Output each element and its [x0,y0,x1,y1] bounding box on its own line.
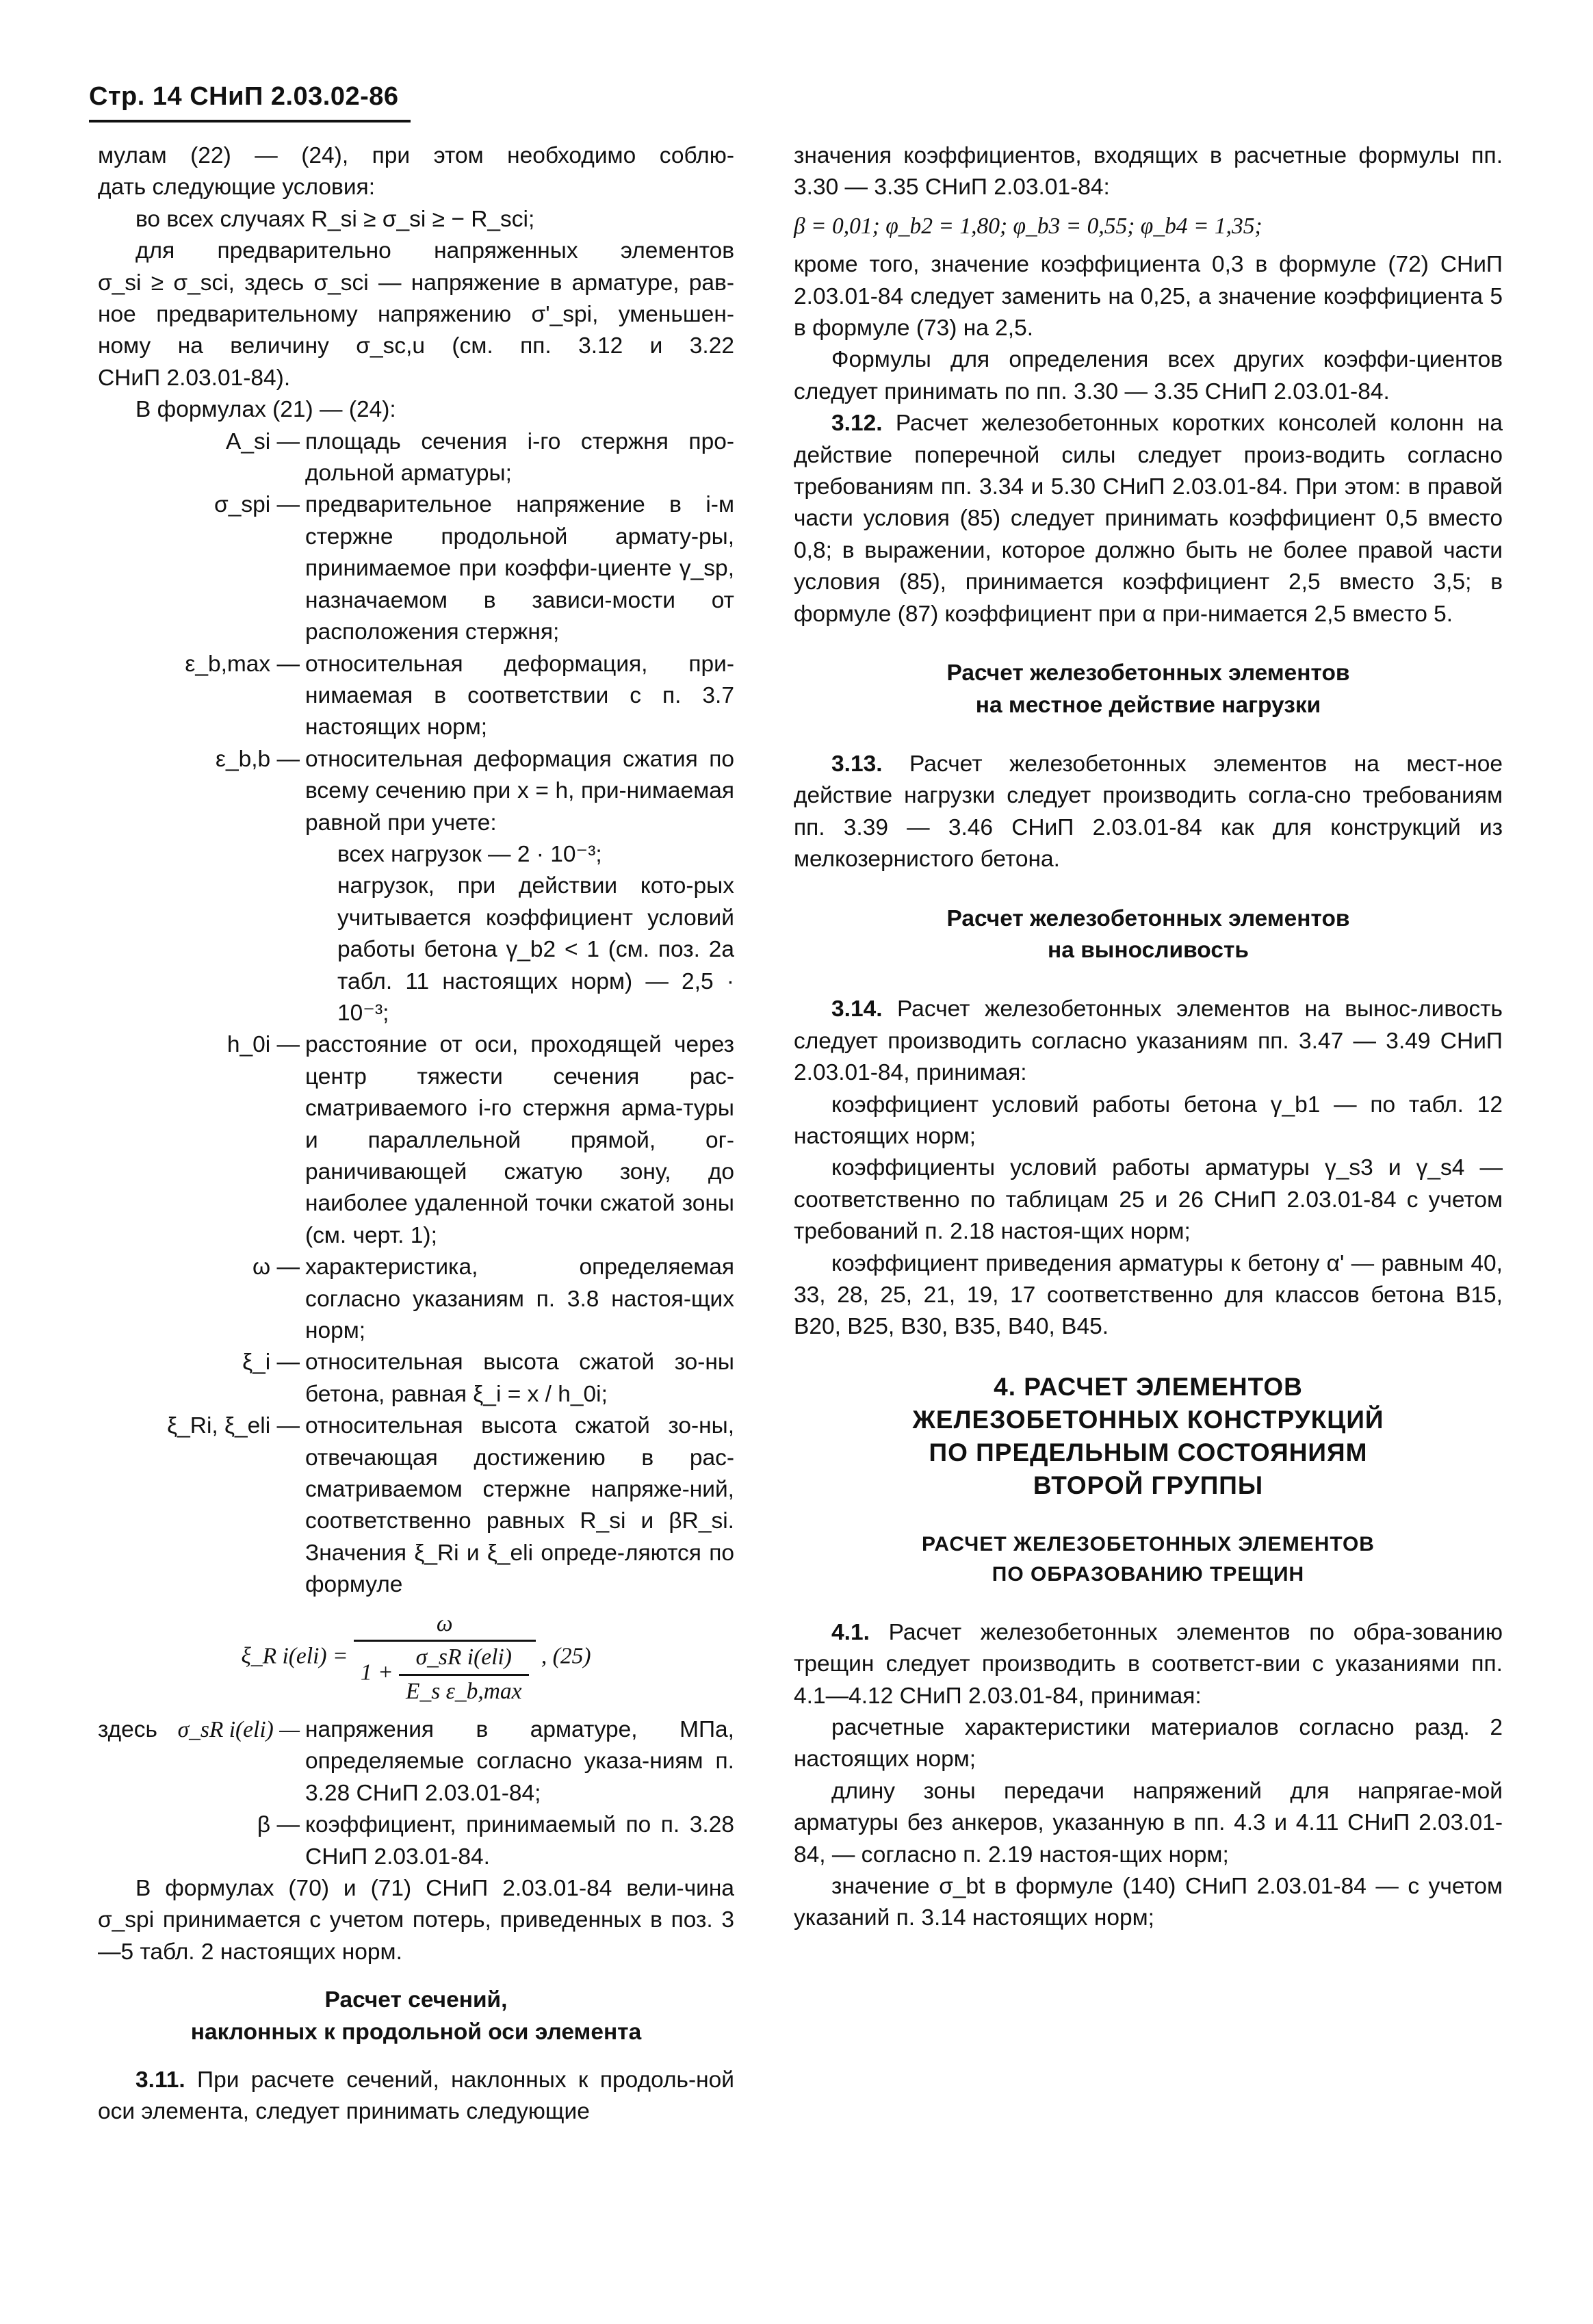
chapter-title: 4. РАСЧЕТ ЭЛЕМЕНТОВ [994,1372,1303,1401]
left-line: мулам (22) — (24), при этом необходимо соблю- [98,143,734,168]
definition-symbol: ξ_i — [242,1350,300,1376]
definition-text: относительная высота сжатой зо-ны бетона, равная ξ_i = x / h_0i; [305,1350,734,1407]
definition-text: относительная деформация сжатия по всему сечению при x = h, при-нимаемая равной при учете: [305,746,734,836]
clause-text: Расчет железобетонных элементов по обра-зованию трещин следует производить в соответст-вии с указаниями пп. 4.1—4.12 СНиП 2.03.01-84, принимая: [794,1619,1503,1709]
where-text: коэффициент, принимаемый по п. 3.28 СНиП 2.03.01-84. [305,1812,734,1870]
left-line: ному на величину σ_sc,u (см. пп. 3.12 и 3.22 [98,333,734,359]
definition-text: характеристика, определяемая согласно указаниям п. 3.8 настоя-щих норм; [305,1254,734,1344]
section-heading: на местное действие нагрузки [975,692,1321,718]
definition-symbol: σ_spi — [214,492,300,518]
definition-text: относительная высота сжатой зо-ны, отвечающая достижению в рас-сматриваемом стержне напряже-ний, соответственно равных R_si и βR_si. Значения ξ_Ri и ξ_eli опреде-ляются по формуле [305,1413,734,1598]
formula-inner-denominator: E_s ε_b,max [406,1678,522,1704]
left-column [98,140,734,2128]
paragraph-4-1 [794,1617,1503,1712]
left-line: во всех случаях R_si ≥ σ_si ≥ − R_sci; [135,206,535,232]
paragraph: В формулах (70) и (71) СНиП 2.03.01-84 вели-чина σ_spi принимается с учетом потерь, приведенных в поз. 3—5 табл. 2 настоящих норм. [98,1875,734,1965]
definition-item [98,1410,734,1601]
formula-den-prefix: 1 + [360,1660,393,1686]
left-line: для предварительно напряженных элементов [135,238,734,264]
where-text: напряжения в арматуре, МПа, определяемые согласно указа-ниям п. 3.28 СНиП 2.03.01-84; [305,1716,734,1806]
definition-symbol: h_0i — [226,1032,300,1058]
formula-fraction [354,1608,536,1707]
paragraph: коэффициент приведения арматуры к бетону α' — равным 40, 33, 28, 25, 21, 19, 17 соответственно для классов бетона В15, В20, В25, В30, В35, В40, В45. [794,1250,1503,1340]
clause-text: При расчете сечений, наклонных к продоль-ной оси элемента, следует принимать следующие [98,2067,734,2125]
definition-symbol: ξ_Ri, ξ_eli — [167,1413,300,1439]
definition-item [98,649,734,744]
paragraph-3-13 [794,749,1503,876]
where-item [98,1809,734,1873]
definition-symbol: A_si — [226,428,300,454]
sub-definition: нагрузок, при действии кото-рых учитывается коэффициент условий работы бетона γ_b2 < 1 (см. поз. 2а табл. 11 настоящих норм) — 2,5 · 10⁻³; [337,873,734,1026]
section-heading: РАСЧЕТ ЖЕЛЕЗОБЕТОННЫХ ЭЛЕМЕНТОВ [922,1532,1375,1555]
formula-lhs: ξ_R i(eli) = [241,1642,348,1668]
definition-item [98,1252,734,1347]
section-heading: наклонных к продольной оси элемента [190,2019,642,2045]
section-heading: Расчет железобетонных элементов [946,905,1350,931]
definition-text: относительная деформация, при-нимаемая в соответствии с п. 3.7 настоящих норм; [305,651,734,740]
clause-number: 3.11. [135,2067,185,2093]
paragraph: значения коэффициентов, входящих в расчетные формулы пп. 3.30 — 3.35 СНиП 2.03.01-84: [794,143,1503,201]
left-line: дать следующие условия: [98,175,376,201]
sub-definition: всех нагрузок — 2 · 10⁻³; [337,841,602,867]
paragraph-3-14 [794,994,1503,1089]
paragraph: Формулы для определения всех других коэффи-циентов следует принимать по пп. 3.30 — 3.35 СНиП 2.03.01-84. [794,347,1503,404]
clause-number: 3.13. [831,751,883,777]
chapter-title: ЖЕЛЕЗОБЕТОННЫХ КОНСТРУКЦИЙ [912,1405,1384,1434]
definition-item [98,1029,734,1252]
chapter-title: ВТОРОЙ ГРУППЫ [1033,1471,1264,1499]
where-item [98,1714,734,1809]
clause-text: Расчет железобетонных элементов на мест-ное действие нагрузки следует производить согла-сно требованиям пп. 3.39 — 3.46 СНиП 2.03.01-84 как для конструкций из мелкозернистого бетона. [794,751,1503,873]
left-line: СНиП 2.03.01-84). [98,365,291,391]
paragraph-3-11 [98,2065,734,2128]
where-symbol: σ_sR i(eli) — [177,1716,300,1742]
clause-number: 3.14. [831,996,883,1022]
left-line: σ_si ≥ σ_sci, здесь σ_sci — напряжение в арматуре, рав- [98,270,734,296]
paragraph: длину зоны передачи напряжений для напрягае-мой арматуры без анкеров, указанную в пп. 4.3 и 4.11 СНиП 2.03.01-84, — согласно п. 2.19 настоя-щих норм; [794,1778,1503,1868]
where-symbol-cell [98,1714,305,1746]
header-rule [89,120,411,122]
paragraph: коэффициенты условий работы арматуры γ_s3 и γ_s4 — соответственно по таблицам 25 и 26 СНиП 2.03.01-84 с учетом требований п. 2.18 настоя-щих норм; [794,1155,1503,1245]
running-head: Стр. 14 СНиП 2.03.02-86 [89,82,399,111]
section-heading: Расчет сечений, [324,1987,508,2013]
clause-text: Расчет железобетонных коротких консолей колонн на действие поперечной силы следует произ-водить согласно требованиям пп. 3.34 и 5.30 СНиП 2.03.01-84. При этом: в правой части условия (85) следует принимать коэффициент 0,5 вместо 0,8; в выражении, которое должно быть не более правой части условия (85), принимается коэффициент 2,5 вместо 3,5; в формуле (87) коэффициент при α при-нимается 2,5 вместо 5. [794,411,1503,627]
definition-item [98,744,734,839]
formulas-intro: В формулах (21) — (24): [135,397,396,423]
section-heading: ПО ОБРАЗОВАНИЮ ТРЕЩИН [992,1562,1305,1586]
where-symbol: β — [257,1812,300,1838]
left-line: ное предварительному напряжению σ'_spi, уменьшен- [98,302,734,328]
definition-text: предварительное напряжение в i-м стержне продольной армату-ры, принимаемое при коэффи-циенте γ_sp, назначаемом в зависи-мости от расположения стержня; [305,492,734,645]
definition-symbol: ε_b,b — [216,746,300,772]
formula-25 [98,1608,734,1707]
clause-number: 4.1. [831,1619,870,1645]
where-word: здесь [98,1716,158,1742]
definition-item [98,426,734,490]
coefficients-line: β = 0,01; φ_b2 = 1,80; φ_b3 = 0,55; φ_b4 = 1,35; [794,213,1262,239]
section-heading: Расчет железобетонных элементов [946,660,1350,686]
definition-symbol: ε_b,max — [185,651,300,677]
definition-text: площадь сечения i-го стержня про-дольной арматуры; [305,428,734,487]
clause-number: 3.12. [831,411,883,437]
formula-number: , (25) [541,1642,591,1668]
chapter-title: ПО ПРЕДЕЛЬНЫМ СОСТОЯНИЯМ [929,1438,1368,1467]
formula-numerator: ω [354,1608,536,1642]
formula-denominator [354,1642,536,1707]
definition-item [98,489,734,648]
section-heading: на выносливость [1048,937,1249,963]
formula-inner-fraction [399,1642,529,1707]
right-column [794,140,1503,1935]
definition-text: расстояние от оси, проходящей через центр тяжести сечения рас-сматриваемого i-го стержня арма-туры и параллельной прямой, ог-раничивающей сжатую зону, до наиболее удаленной точки сжатой зоны (см. черт. 1); [305,1032,734,1248]
paragraph-3-12 [794,408,1503,630]
definition-symbol: ω — [252,1254,300,1280]
paragraph: коэффициент условий работы бетона γ_b1 — по табл. 12 настоящих норм; [794,1092,1503,1149]
definition-item [98,1347,734,1410]
clause-text: Расчет железобетонных элементов на вынос-ливость следует производить согласно указаниям пп. 3.47 — 3.49 СНиП 2.03.01-84, принимая: [794,996,1503,1086]
paragraph: расчетные характеристики материалов согласно разд. 2 настоящих норм; [794,1715,1503,1772]
formula-inner-numerator: σ_sR i(eli) [399,1642,529,1675]
paragraph: кроме того, значение коэффициента 0,3 в формуле (72) СНиП 2.03.01-84 следует заменить на 0,25, а значение коэффициента 5 в формуле (73) на 2,5. [794,252,1503,341]
paragraph: значение σ_bt в формуле (140) СНиП 2.03.01-84 — с учетом указаний п. 3.14 настоящих норм; [794,1874,1503,1931]
